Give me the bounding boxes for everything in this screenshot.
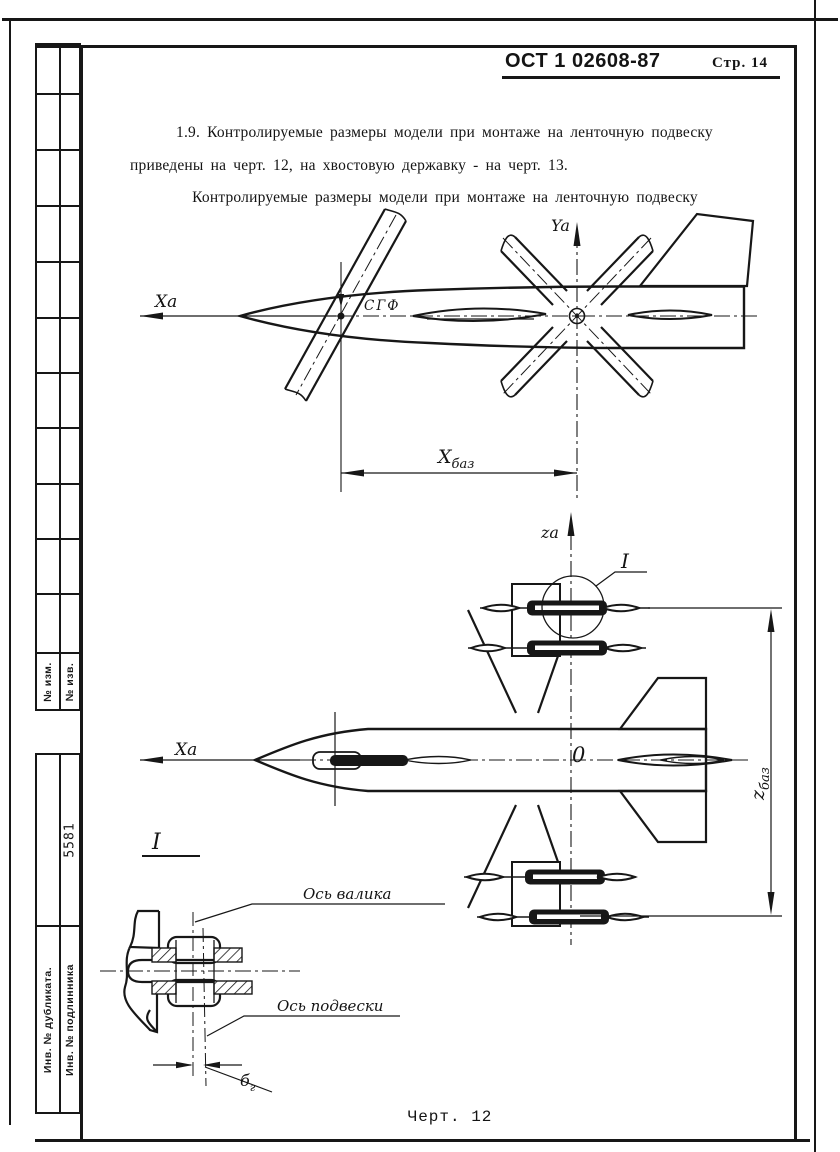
roller-axis-leader (195, 904, 445, 922)
detail-ref-label: I (621, 549, 629, 573)
xa2-arrowhead (140, 757, 163, 764)
notice-number-label: № изв. (64, 662, 76, 701)
detail-view-I (100, 830, 445, 1092)
cg-label: СГФ (364, 298, 401, 314)
ya-arrowhead (574, 222, 581, 246)
za-arrowhead (568, 512, 575, 536)
inventory-duplicate-label: Инв. № дубликата. (42, 966, 54, 1073)
detail-leader (596, 572, 647, 586)
axis-ya-label: Ya (551, 216, 570, 235)
tail-fin-lower (620, 791, 706, 842)
tail-fin-upper (620, 678, 706, 729)
roller-axis-label: Ось валика (303, 885, 392, 903)
suspension-axis-label: Ось подвески (277, 997, 384, 1015)
figure-subtitle: Контролируемые размеры модели при монтаже на ленточную подвеску (192, 189, 698, 206)
page-number: Стр. 14 (712, 55, 769, 71)
zbase-dimension (580, 608, 782, 916)
axis-za-label: za (541, 523, 559, 542)
xa-arrowhead (140, 313, 163, 320)
vertical-fin (640, 214, 753, 286)
suspension-axis-leader (207, 1016, 400, 1036)
roller-4 (477, 910, 649, 925)
plan-view (140, 512, 782, 945)
aft-pod (628, 311, 712, 320)
origin-label: 0 (572, 743, 586, 767)
figure-caption: Черт. 12 (407, 1108, 493, 1126)
roller-3 (464, 870, 636, 885)
paragraph-line-1: 1.9. Контролируемые размеры модели при монтаже на ленточную подвеску (176, 124, 713, 141)
gap-dim-label: $б_г$ (240, 1071, 256, 1094)
fuselage-outline (240, 287, 744, 349)
inventory-original-label: Инв. № подлинника (64, 963, 76, 1076)
paragraph-line-2: приведены на черт. 12, на хвостовую державку - на черт. 13. (130, 157, 569, 174)
rev-number-label: № изм. (42, 661, 54, 702)
axis-xa-label-plan: Xa (175, 740, 198, 760)
standard-number: ОСТ 1 02608-87 (505, 50, 661, 72)
axis-xa-label-side: Xa (155, 292, 178, 312)
zbase-dim-label: $z_{баз}$ (747, 767, 773, 800)
xbase-dim-label: $X_{баз}$ (438, 446, 475, 472)
roller-1 (480, 601, 650, 616)
roller-2 (468, 641, 646, 656)
detail-title: I (152, 830, 161, 855)
document-number: 5581 (62, 822, 78, 858)
